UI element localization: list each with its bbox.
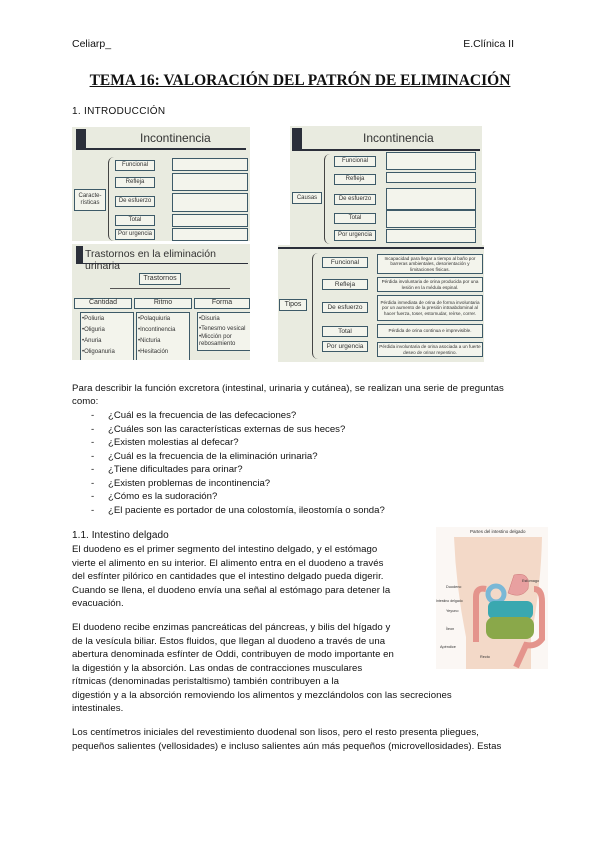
bullet-marker: -	[91, 423, 95, 435]
item-box: Total	[115, 215, 155, 226]
item-box: Funcional	[322, 257, 368, 268]
paragraph-line: del esfínter pilórico en cantidades que el intestino delgado pueda digerir.	[72, 571, 384, 582]
list-item: •Oliguria	[82, 327, 105, 333]
item-box: Total	[334, 213, 376, 224]
bullet-marker: -	[91, 410, 95, 421]
root-box: Tipos	[279, 299, 307, 311]
list-item: •Micción por rebosamiento	[199, 334, 236, 347]
desc-box: Pérdida involuntaria de orina asociada a un fuerte deseo de orinar repentino.	[377, 342, 483, 357]
figure-trastornos	[72, 244, 250, 360]
item-box: De esfuerzo	[115, 196, 155, 207]
header-right: E.Clínica II	[463, 38, 514, 50]
item-box: De esfuerzo	[334, 194, 376, 205]
desc-box: Pérdida involuntaria de orina producida por una lesión en la médula espinal.	[377, 277, 483, 292]
item-box: Refleja	[322, 279, 368, 290]
list-item: ¿Cuál es la frecuencia de la eliminación urinaria?	[108, 450, 318, 462]
item-box: Por urgencia	[334, 230, 376, 241]
item-box: Funcional	[115, 160, 155, 171]
paragraph-line: vierte el alimento en su interior. El alimento entra en el duodeno a través	[72, 557, 384, 569]
list-item: ¿Cuál es la frecuencia de las defecaciones?	[108, 410, 297, 421]
item-box: Por urgencia	[115, 229, 155, 240]
item-box: Refleja	[334, 174, 376, 185]
paragraph-line: intestinales.	[72, 703, 124, 714]
anatomy-label: Recto	[480, 655, 490, 659]
list-item: ¿El paciente es portador de una colostomía, ileostomía o sonda?	[108, 504, 385, 516]
root-box: Trastornos	[139, 273, 181, 285]
list-item: •Nicturia	[138, 338, 161, 344]
item-box: Refleja	[115, 177, 155, 188]
list-item: ¿Tiene dificultades para orinar?	[108, 464, 243, 475]
figure-title: Incontinencia	[140, 131, 211, 145]
paragraph-line: evacuación.	[72, 598, 124, 609]
paragraph-line: la digestión y la absorción. Las ondas de contracciones musculares	[72, 662, 363, 674]
item-box: Funcional	[334, 156, 376, 167]
item-box: Por urgencia	[322, 341, 368, 352]
item-box: Total	[322, 326, 368, 337]
subsection-heading: 1.1. Intestino delgado	[72, 530, 169, 541]
anatomy-label: Íleon	[446, 627, 455, 631]
paragraph-line: pequeños salientes (vellosidades) e incluso salientes aún más pequeños (microvellosidades). Estas	[72, 740, 502, 752]
paragraph-line: Los centímetros iniciales del revestimiento duodenal son lisos, pero el resto presenta pliegues,	[72, 727, 479, 738]
item-box: De esfuerzo	[322, 302, 368, 313]
figure-title: Partes del intestino delgado	[470, 529, 526, 534]
group-box: Cantidad	[74, 298, 132, 309]
bullet-marker: -	[91, 477, 95, 489]
list-item: ¿Cómo es la sudoración?	[108, 491, 218, 502]
desc-box: Pérdida de orina continua e imprevisible.	[377, 324, 483, 338]
root-box: Causas	[292, 192, 322, 204]
group-box: Forma	[194, 298, 250, 309]
figure-incontinencia-caracteristicas	[72, 127, 250, 241]
header-left: Celiarp_	[72, 38, 112, 50]
bullet-marker: -	[91, 491, 95, 502]
list-item: •Disuria	[199, 316, 220, 322]
root-box: Caracte-rísticas	[74, 189, 106, 211]
figure-incontinencia-causas	[290, 126, 482, 245]
list-item: ¿Existen problemas de incontinencia?	[108, 477, 271, 489]
anatomy-label: Estómago	[522, 579, 540, 583]
list-item: ¿Existen molestias al defecar?	[108, 437, 239, 448]
page-title: TEMA 16: VALORACIÓN DEL PATRÓN DE ELIMINACIÓN	[89, 72, 511, 89]
bullet-marker: -	[91, 437, 95, 448]
group-box: Ritmo	[134, 298, 192, 309]
anatomy-label: Yeyuno	[446, 609, 459, 613]
paragraph-line: El duodeno es el primer segmento del intestino delgado, y el estómago	[72, 544, 378, 555]
paragraph-line: Para describir la función excretora (intestinal, urinaria y cutánea), se realizan una serie de preguntas	[72, 383, 504, 394]
list-item: •Incontinencia	[138, 327, 176, 333]
figure-tipos	[278, 245, 484, 362]
paragraph-line: rítmicas (denominadas peristaltismo) también contribuyen a la	[72, 676, 339, 687]
figure-title: Incontinencia	[363, 131, 434, 145]
desc-box: Incapacidad para llegar a tiempo al baño por barreras ambientales, desorientación y limitaciones físicas.	[377, 254, 483, 274]
bullet-marker: -	[91, 450, 95, 462]
anatomy-label: Apéndice	[440, 645, 456, 649]
paragraph-line: Cuando se llena, el duodeno envía una señal al estómago para detener la	[72, 584, 391, 596]
paragraph-line: como:	[72, 396, 99, 407]
list-item: •Anuria	[82, 338, 102, 344]
desc-box: Pérdida inmediata de orina de forma involuntaria por un aumento de la presión intraabdominal al hacer fuerza, toser, estornudar, reírse, correr.	[377, 295, 483, 321]
paragraph-line: abertura denominada esfínter de Oddi, contribuyen de modo importante en	[72, 649, 394, 660]
bullet-marker: -	[91, 464, 95, 475]
section-heading: 1. INTRODUCCIÓN	[72, 106, 166, 117]
paragraph-line: de la vesícula biliar. Estos fluidos, que llegan al duodeno a través de una	[72, 635, 386, 647]
list-item: •Polaquiuria	[138, 316, 171, 322]
figure-title: Trastornos en la eliminación urinaria	[85, 248, 216, 272]
list-item: •Oligoanuria	[82, 349, 115, 355]
paragraph-line: digestión y a la absorción removiendo los alimentos y mezclándolos con las secreciones	[72, 689, 452, 701]
anatomy-label: Intestino delgado	[436, 599, 463, 603]
paragraph-line: El duodeno recibe enzimas pancreáticas del páncreas, y bilis del hígado y	[72, 622, 391, 633]
anatomy-label: Duodeno	[446, 585, 462, 589]
figure-intestino-delgado	[436, 527, 548, 669]
list-item: ¿Cuáles son las características externas de sus heces?	[108, 423, 346, 435]
bullet-marker: -	[91, 504, 95, 516]
list-item: •Poliuria	[82, 316, 105, 322]
list-item: •Hesitación	[138, 349, 169, 355]
list-item: •Tenesmo vesical	[199, 326, 246, 332]
